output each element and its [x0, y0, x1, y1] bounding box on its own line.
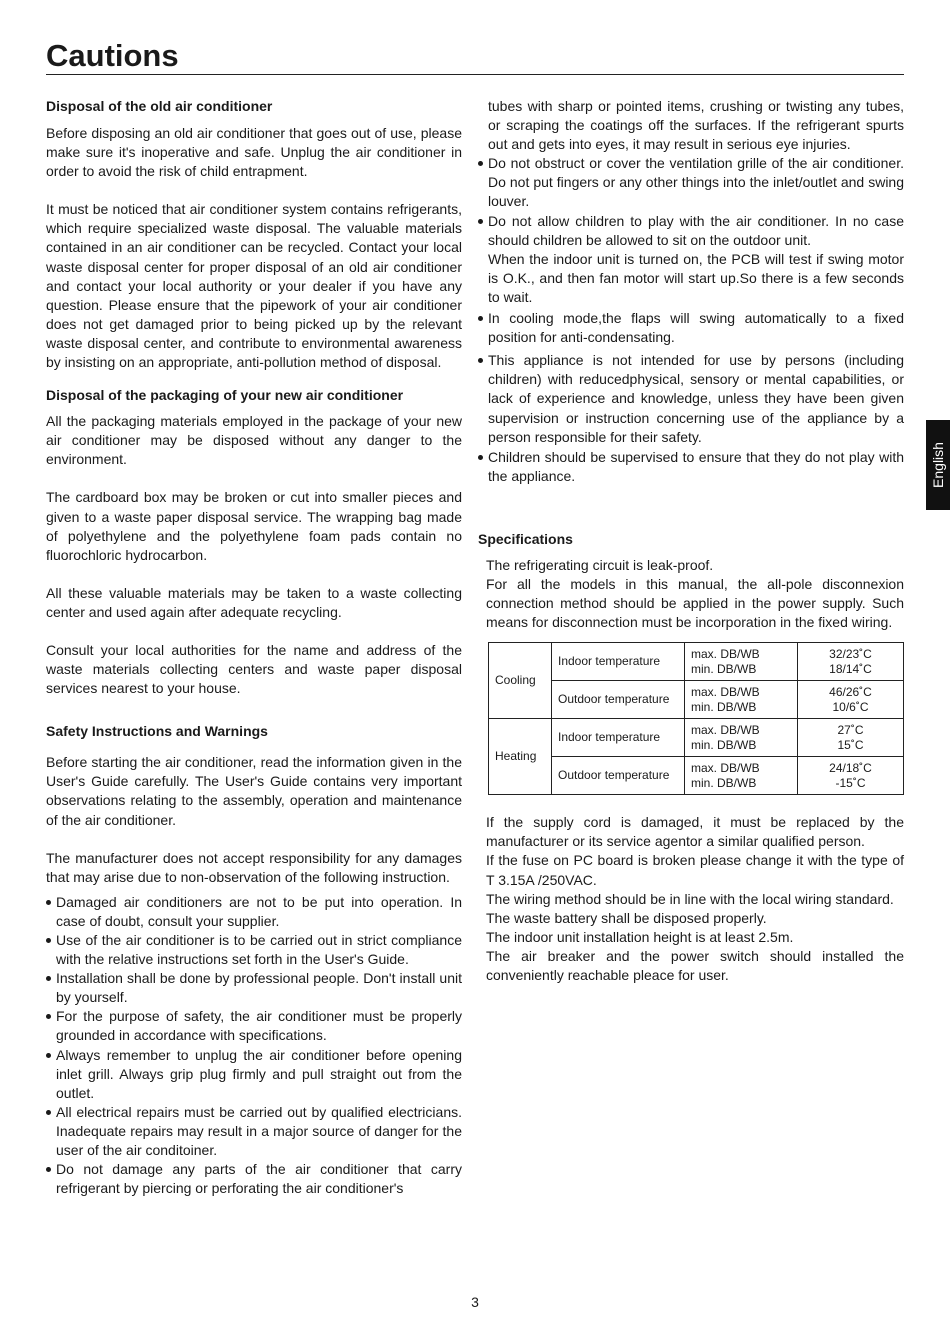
limit-min-label: min. DB/WB — [691, 775, 757, 790]
operating-temperature-table — [488, 642, 904, 795]
heating-outdoor-limits — [685, 757, 798, 795]
limit-min-label: min. DB/WB — [691, 661, 757, 676]
disposal-paragraph-1: Before disposing an old air conditioner that goes out of use, please make sure it's inoperative and safe. Unplug the air conditioner in order to avoid the risk of child entrapment. — [46, 125, 462, 180]
page-number: 3 — [471, 1294, 479, 1310]
right-column — [478, 97, 904, 985]
safety-bullet: All electrical repairs must be carried out by qualified electricians. Inadequate repairs may result in a major source of danger for the user of the air conditoiner. — [46, 1103, 462, 1160]
note-wiring: The wiring method should be in line with the local wiring standard. — [486, 890, 894, 907]
heating-outdoor-label: Outdoor temperature — [552, 757, 685, 795]
heating-outdoor-max: 24/18˚C — [829, 760, 872, 775]
safety-bullet-list — [46, 893, 462, 1199]
heating-indoor-max: 27˚C — [837, 722, 864, 737]
specifications-heading: Specifications — [478, 530, 573, 547]
heating-outdoor-min: -15˚C — [835, 775, 866, 790]
cooling-indoor-min: 18/14˚C — [829, 661, 872, 676]
cooling-indoor-max: 32/23˚C — [829, 646, 872, 661]
left-column — [46, 97, 462, 1198]
limit-max-label: max. DB/WB — [691, 760, 760, 775]
cooling-outdoor-limits — [685, 681, 798, 719]
limit-min-label: min. DB/WB — [691, 737, 757, 752]
supervise-children-bullet: Children should be supervised to ensure that they do not play with the appliance. — [478, 448, 904, 486]
disposal-heading: Disposal of the old air conditioner — [46, 98, 273, 114]
note-supply-cord: If the supply cord is damaged, it must be replaced by the manufacturer or its service agentor a similar qualified person. — [486, 814, 904, 850]
pcb-note: When the indoor unit is turned on, the PCB will test if swing motor is O.K., and then fan motor will start up.So there is a few seconds to wait. — [488, 250, 904, 305]
heating-label: Heating — [489, 719, 552, 795]
limit-max-label: max. DB/WB — [691, 646, 760, 661]
limit-max-label: max. DB/WB — [691, 684, 760, 699]
safety-bullet: Damaged air conditioners are not to be put into operation. In case of doubt, consult your supplier. — [46, 893, 462, 931]
safety-paragraph-2: The manufacturer does not accept responsibility for any damages that may arise due to non-observation of the following instruction. — [46, 849, 462, 885]
heating-indoor-label: Indoor temperature — [552, 719, 685, 757]
ventilation-bullet: Do not obstruct or cover the ventilation grille of the air conditioner. Do not put fingers or any other things into the inlet/outlet and swing louver. — [478, 154, 904, 211]
continuation-text: tubes with sharp or pointed items, crushing or twisting any tubes, or scraping the coatings off the surfaces. If the refrigerant spurts out and gets into eyes, it may result in serious eye injuries. — [488, 98, 904, 153]
packaging-paragraph-3: All these valuable materials may be taken to a waste collecting center and used again after adequate recycling. — [46, 584, 462, 620]
cooling-outdoor-label: Outdoor temperature — [552, 681, 685, 719]
language-tab — [926, 420, 950, 510]
note-fuse: If the fuse on PC board is broken please change it with the type of T 3.15A /250VAC. — [486, 852, 904, 888]
note-installation-height: The indoor unit installation height is at least 2.5m. — [486, 928, 794, 945]
packaging-paragraph-2: The cardboard box may be broken or cut into smaller pieces and given to a waste paper disposal service. The wrapping bag made of polyethylene and the polyethylene foam pads contain no fluorochloric hydrocarbon. — [46, 489, 462, 563]
safety-heading: Safety Instructions and Warnings — [46, 723, 268, 740]
heating-indoor-min: 15˚C — [837, 737, 864, 752]
limit-max-label: max. DB/WB — [691, 722, 760, 737]
safety-paragraph-1: Before starting the air conditioner, read the information given in the User's Guide carefully. The User's Guide contains very important observations relating to the assembly, operation and maintenance of the air conditioner. — [46, 754, 462, 828]
packaging-paragraph-1: All the packaging materials employed in the package of your new air conditioner may be disposed without any danger to the environment. — [46, 413, 462, 468]
safety-bullet: Always remember to unplug the air conditioner before opening inlet grill. Always grip plug firmly and pull straight out from the outlet. — [46, 1046, 462, 1103]
note-battery: The waste battery shall be disposed properly. — [486, 909, 767, 926]
page-title: Cautions — [46, 38, 904, 75]
cooling-indoor-label: Indoor temperature — [552, 643, 685, 681]
notes-block — [478, 813, 904, 985]
safety-bullet: Use of the air conditioner is to be carried out in strict compliance with the relative instructions set forth in the User's Guide. — [46, 931, 462, 969]
heating-outdoor-values — [798, 757, 904, 795]
safety-bullet: For the purpose of safety, the air conditioner must be properly grounded in accordance with specifications. — [46, 1007, 462, 1045]
heating-indoor-limits — [685, 719, 798, 757]
heating-indoor-values — [798, 719, 904, 757]
packaging-heading: Disposal of the packaging of your new air conditioner — [46, 387, 404, 404]
specifications-paragraph-2: For all the models in this manual, the all-pole disconnexion connection method should be applied in the power supply. Such means for disconnection must be incorporation in the fixed wiring. — [486, 575, 904, 631]
disposal-paragraph-2: It must be noticed that air conditioner system contains refrigerants, which require specialized waste disposal. The valuable materials contained in an air conditioner can be recycled. Contact your local waste disposal center for proper disposal of an old air conditioner and contact your local authority or your dealer if you have any question. Please ensure that the pipework of your air conditioner does not get damaged prior to being picked up by the relevant waste disposal center, and contribute to environmental awareness by insisting on an appropriate, anti-pollution method of disposal. — [46, 201, 462, 371]
safety-bullet: Installation shall be done by professional people. Don't install unit by yourself. — [46, 969, 462, 1007]
children-bullet: Do not allow children to play with the air conditioner. In no case should children be allowed to sit on the outdoor unit. — [478, 212, 904, 250]
cooling-indoor-values — [798, 643, 904, 681]
cooling-outdoor-min: 10/6˚C — [832, 699, 869, 714]
language-tab-label: English — [930, 442, 946, 488]
specifications-paragraph-1: The refrigerating circuit is leak-proof. — [486, 556, 714, 573]
appliance-use-bullet: This appliance is not intended for use by persons (including children) with reducedphysical, sensory or mental capabilities, or lack of experience and knowledge, unless they have been given supervision or instruction concerning use of the appliance by a person responsible for their safety. — [478, 351, 904, 446]
cooling-indoor-limits — [685, 643, 798, 681]
cooling-mode-bullet: In cooling mode,the flaps will swing automatically to a fixed position for anti-condensating. — [478, 309, 904, 347]
safety-bullet: Do not damage any parts of the air conditioner that carry refrigerant by piercing or perforating the air conditioner's — [46, 1160, 462, 1198]
cooling-outdoor-values — [798, 681, 904, 719]
note-air-breaker: The air breaker and the power switch should installed the conveniently reachable pleace for user. — [486, 947, 904, 983]
cooling-label: Cooling — [489, 643, 552, 719]
packaging-paragraph-4: Consult your local authorities for the name and address of the waste materials collecting centers and waste paper disposal services nearest to your house. — [46, 641, 462, 697]
limit-min-label: min. DB/WB — [691, 699, 757, 714]
cooling-outdoor-max: 46/26˚C — [829, 684, 872, 699]
